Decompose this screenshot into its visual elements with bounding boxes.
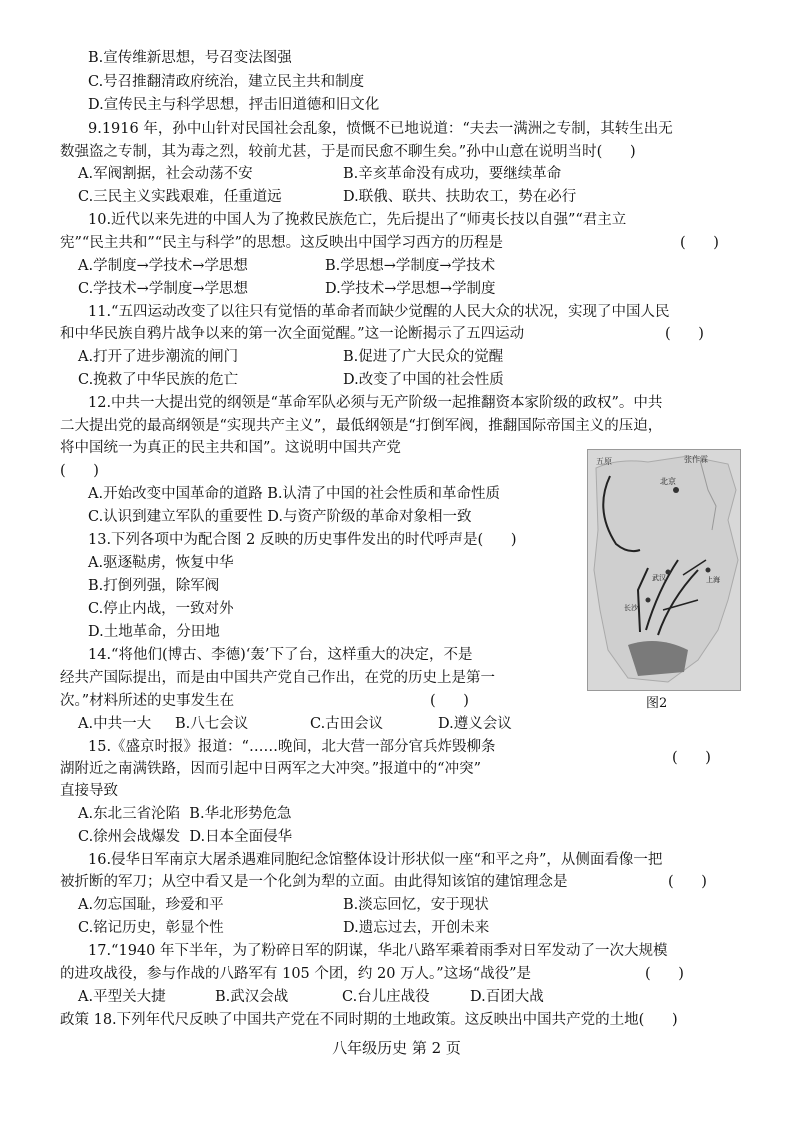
q11-stem-line2: 和中华民族自鸦片战争以来的第一次全面觉醒。”这一论断揭示了五四运动 xyxy=(60,326,525,342)
q11-option-c: C.挽救了中华民族的危亡 xyxy=(78,372,239,388)
q17-answer-paren: ( ) xyxy=(645,966,684,982)
q17-stem-line2: 的进攻战役，参与作战的八路军有 105 个团，约 20 万人。”这场“战役”是 xyxy=(60,966,532,982)
q8-option-b: B.宣传维新思想，号召变法图强 xyxy=(88,50,292,66)
q14-stem-line2: 经共产国际提出，而是由中国共产党自己作出，在党的历史上是第一 xyxy=(60,670,495,686)
q14-option-d: D.遵义会议 xyxy=(438,716,512,732)
q9-option-b: B.辛亥革命没有成功，要继续革命 xyxy=(343,166,562,182)
q11-option-a: A.打开了进步潮流的闸门 xyxy=(78,349,239,365)
q16-stem-line2: 被折断的军刀；从空中看又是一个化剑为犁的立面。由此得知该馆的建馆理念是 xyxy=(60,874,568,890)
q16-stem-line1: 16.侵华日军南京大屠杀遇难同胞纪念馆整体设计形状似一座“和平之舟”，从侧面看像一把 xyxy=(88,852,663,868)
q13-option-c: C.停止内战，一致对外 xyxy=(88,601,234,617)
q14-option-a: A.中共一大 xyxy=(78,716,152,732)
q12-options-cd: C.认识到建立军队的重要性 D.与资产阶级的革命对象相一致 xyxy=(88,509,472,525)
q16-option-a: A.勿忘国耻，珍爱和平 xyxy=(78,897,224,913)
q12-stem-line1: 12.中共一大提出党的纲领是“革命军队必须与无产阶级一起推翻资本家阶级的政权”。中共 xyxy=(88,395,663,411)
q15-options-ab: A.东北三省沦陷 B.华北形势危急 xyxy=(78,806,292,822)
q10-option-c: C.学技术→学制度→学思想 xyxy=(78,281,248,297)
map-label-zhangzuolin: 张作霖 xyxy=(684,455,708,464)
q9-option-d: D.联俄、联共、扶助农工，势在必行 xyxy=(343,189,577,205)
q15-options-cd: C.徐州会战爆发 D.日本全面侵华 xyxy=(78,829,293,845)
page-footer: 八年级历史 第 2 页 xyxy=(332,1039,461,1057)
q9-option-a: A.军阀割据，社会动荡不安 xyxy=(78,166,253,182)
map-label-wuhan: 武汉 xyxy=(652,574,666,582)
q8-option-c: C.号召推翻清政府统治，建立民主共和制度 xyxy=(88,74,365,90)
q15-stem-line1: 15.《盛京时报》报道：“……晚间，北大营一部分官兵炸毁柳条 xyxy=(88,739,496,755)
q16-option-d: D.遗忘过去，开创未来 xyxy=(343,920,490,936)
q12-options-ab: A.开始改变中国革命的道路 B.认清了中国的社会性质和革命性质 xyxy=(88,486,500,502)
q10-option-d: D.学技术→学思想→学制度 xyxy=(325,281,496,297)
q13-stem: 13.下列各项中为配合图 2 反映的历史事件发出的时代呼声是( ) xyxy=(88,532,517,548)
q9-option-c: C.三民主义实践艰难，任重道远 xyxy=(78,189,282,205)
q14-option-b: B.八七会议 xyxy=(175,716,249,732)
q11-answer-paren: ( ) xyxy=(665,326,704,342)
q16-answer-paren: ( ) xyxy=(668,874,707,890)
q16-option-c: C.铭记历史，彰显个性 xyxy=(78,920,224,936)
q15-stem-line2: 湖附近之南满铁路，因而引起中日两军之大冲突。”报道中的“冲突” xyxy=(60,761,481,777)
northern-expedition-map xyxy=(588,450,740,690)
q10-answer-paren: ( ) xyxy=(680,235,719,251)
q8-option-d: D.宣传民主与科学思想，抨击旧道德和旧文化 xyxy=(88,97,380,113)
q14-answer-paren: ( ) xyxy=(430,693,469,709)
q15-answer-paren: ( ) xyxy=(672,750,711,766)
q13-option-d: D.土地革命，分田地 xyxy=(88,624,220,640)
q11-stem-line1: 11.“五四运动改变了以往只有觉悟的革命者而缺少觉醒的人民大众的状况，实现了中国人民 xyxy=(88,304,670,320)
figure-2-caption: 图2 xyxy=(646,696,668,711)
q12-answer-paren: ( ) xyxy=(60,463,99,479)
q10-option-a: A.学制度→学技术→学思想 xyxy=(78,258,248,274)
q14-stem-line3: 次。”材料所述的史事发生在 xyxy=(60,693,235,709)
map-label-shanghai: 上海 xyxy=(706,576,720,584)
q13-option-a: A.驱逐鞑虏，恢复中华 xyxy=(88,555,234,571)
q17-option-d: D.百团大战 xyxy=(470,989,544,1005)
q9-stem-line2: 数强盗之专制，其为毒之烈，较前尤甚，于是而民愈不聊生矣。”孙中山意在说明当时( ) xyxy=(60,144,636,160)
q10-option-b: B.学思想→学制度→学技术 xyxy=(325,258,496,274)
map-label-beijing: 北京 xyxy=(660,477,676,486)
q10-stem-line2: 宪”“民主共和”“民主与科学”的思想。这反映出中国学习西方的历程是 xyxy=(60,235,504,251)
q14-stem-line1: 14.“将他们(博古、李德)‘轰’下了台，这样重大的决定，不是 xyxy=(88,647,473,663)
q12-stem-line2: 二大提出党的最高纲领是“实现共产主义”，最低纲领是“打倒军阀，推翻国际帝国主义的压迫， xyxy=(60,418,663,434)
q9-stem-line1: 9.1916 年，孙中山针对民国社会乱象，愤慨不已地说道：“夫去一满洲之专制，其转生出无 xyxy=(88,121,673,137)
q16-option-b: B.淡忘回忆，安于现状 xyxy=(343,897,489,913)
q17-stem-line1: 17.“1940 年下半年，为了粉碎日军的阴谋，华北八路军乘着雨季对日军发动了一次大规模 xyxy=(88,943,668,959)
map-label-changsha: 长沙 xyxy=(624,604,638,612)
q15-stem-line3: 直接导致 xyxy=(60,783,118,799)
q14-option-c: C.古田会议 xyxy=(310,716,384,732)
q17-option-c: C.台儿庄战役 xyxy=(342,989,430,1005)
q11-option-b: B.促进了广大民众的觉醒 xyxy=(343,349,504,365)
q11-option-d: D.改变了中国的社会性质 xyxy=(343,372,504,388)
q13-option-b: B.打倒列强，除军阀 xyxy=(88,578,220,594)
q17-option-a: A.平型关大捷 xyxy=(78,989,166,1005)
q12-stem-line3: 将中国统一为真正的民主共和国”。这说明中国共产党 xyxy=(60,440,401,456)
q18-stem: 政策 18.下列年代尺反映了中国共产党在不同时期的土地政策。这反映出中国共产党的土地( ) xyxy=(60,1012,678,1028)
svg-text:五原: 五原 xyxy=(596,457,612,466)
figure-2-map xyxy=(587,449,741,691)
q17-option-b: B.武汉会战 xyxy=(215,989,289,1005)
q10-stem-line1: 10.近代以来先进的中国人为了挽救民族危亡，先后提出了“师夷长技以自强”“君主立 xyxy=(88,212,627,228)
